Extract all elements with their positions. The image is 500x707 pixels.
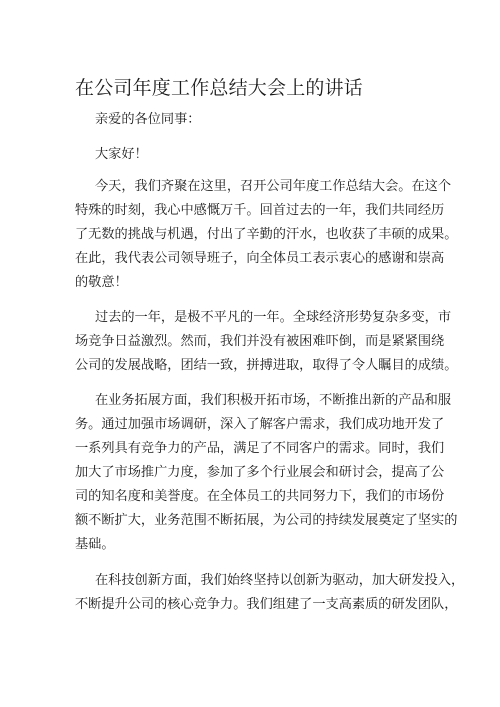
paragraph-line: 一系列具有竞争力的产品，满足了不同客户的需求。同时，我们: [75, 441, 445, 456]
paragraph-line: 在科技创新方面，我们始终坚持以创新为驱动，加大研发投入，: [95, 573, 465, 588]
greeting-line: 亲爱的各位同事：: [95, 112, 201, 127]
paragraph-line: 在此，我代表公司领导班子，向全体员工表示衷心的感谢和崇高: [75, 251, 445, 266]
document-title: 在公司年度工作总结大会上的讲话: [75, 77, 364, 99]
paragraph-line: 司的知名度和美誉度。在全体员工的共同努力下，我们的市场份: [75, 489, 445, 504]
paragraph-line: 在业务拓展方面，我们积极开拓市场，不断推出新的产品和服: [95, 393, 452, 408]
paragraph-line: 的敬意！: [75, 275, 128, 290]
paragraph-line: 基础。: [75, 537, 115, 552]
paragraph-line: 今天，我们齐聚在这里，召开公司年度工作总结大会。在这个: [95, 179, 452, 194]
paragraph-line: 不断提升公司的核心竞争力。我们组建了一支高素质的研发团队，: [75, 597, 458, 612]
paragraph-line: 务。通过加强市场调研，深入了解客户需求，我们成功地开发了: [75, 417, 445, 432]
paragraph-line: 公司的发展战略，团结一致，拼搏进取，取得了令人瞩目的成绩。: [75, 358, 458, 373]
paragraph-line: 了无数的挑战与机遇，付出了辛勤的汗水，也收获了丰硕的成果。: [75, 227, 458, 242]
paragraph-line: 额不断扩大，业务范围不断拓展，为公司的持续发展奠定了坚实的: [75, 513, 458, 528]
hello-line: 大家好！: [95, 147, 148, 162]
paragraph-line: 场竞争日益激烈。然而，我们并没有被困难吓倒，而是紧紧围绕: [75, 334, 445, 349]
paragraph-line: 加大了市场推广力度，参加了多个行业展会和研讨会，提高了公: [75, 465, 445, 480]
paragraph-line: 特殊的时刻，我心中感慨万千。回首过去的一年，我们共同经历: [75, 203, 445, 218]
paragraph-line: 过去的一年，是极不平凡的一年。全球经济形势复杂多变，市: [95, 310, 452, 325]
